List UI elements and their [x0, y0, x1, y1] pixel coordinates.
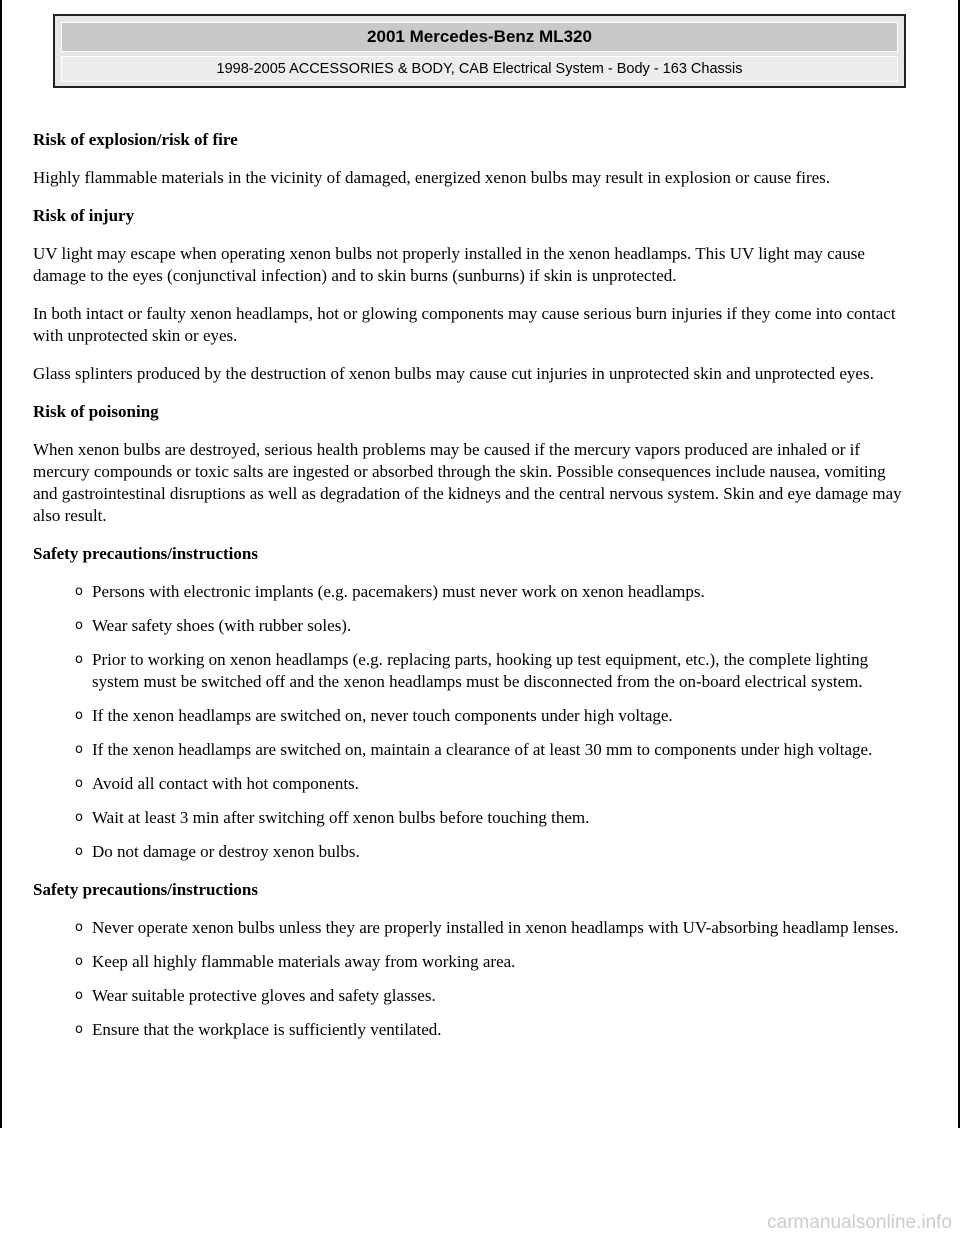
- document-body: [33, 129, 913, 1057]
- bullet-icon: o: [75, 1022, 83, 1037]
- list-item-text: If the xenon headlamps are switched on, maintain a clearance of at least 30 mm to components under high voltage.: [92, 740, 873, 759]
- bullet-icon: o: [75, 988, 83, 1003]
- paragraph: UV light may escape when operating xenon bulbs not properly installed in the xenon headlamps. This UV light may cause damage to the eyes (conjunctival infection) and to skin burns (sunburns) if skin is unprotected.: [33, 244, 865, 285]
- section-heading-poisoning: Risk of poisoning: [33, 402, 159, 421]
- list-item-text: Avoid all contact with hot components.: [92, 774, 359, 793]
- bullet-icon: o: [75, 776, 83, 791]
- page-left-border: [0, 0, 2, 1128]
- precautions-list: [33, 581, 913, 863]
- list-item: [75, 951, 913, 973]
- bullet-icon: o: [75, 920, 83, 935]
- list-item-text: Persons with electronic implants (e.g. pacemakers) must never work on xenon headlamps.: [92, 582, 705, 601]
- list-item-text: Ensure that the workplace is sufficiently ventilated.: [92, 1020, 442, 1039]
- section-heading-explosion: Risk of explosion/risk of fire: [33, 130, 238, 149]
- document-header: [53, 14, 906, 88]
- bullet-icon: o: [75, 618, 83, 633]
- list-item: [75, 739, 913, 761]
- paragraph: Highly flammable materials in the vicinity of damaged, energized xenon bulbs may result in explosion or cause fires.: [33, 168, 831, 187]
- list-item-text: Wear safety shoes (with rubber soles).: [92, 616, 352, 635]
- paragraph: In both intact or faulty xenon headlamps, hot or glowing components may cause serious burn injuries if they come into contact with unprotected skin or eyes.: [33, 304, 896, 345]
- list-item-text: If the xenon headlamps are switched on, never touch components under high voltage.: [92, 706, 673, 725]
- list-item: [75, 841, 913, 863]
- list-item: [75, 1019, 913, 1041]
- list-item: [75, 807, 913, 829]
- list-item: [75, 649, 913, 693]
- list-item: [75, 705, 913, 727]
- list-item: [75, 773, 913, 795]
- list-item-text: Keep all highly flammable materials away from working area.: [92, 952, 516, 971]
- bullet-icon: o: [75, 954, 83, 969]
- bullet-icon: o: [75, 844, 83, 859]
- list-item: [75, 615, 913, 637]
- bullet-icon: o: [75, 742, 83, 757]
- list-item-text: Prior to working on xenon headlamps (e.g. replacing parts, hooking up test equipment, etc.), the complete lighting system must be switched off and the xenon headlamps must be disconnected from the on-board electrical system.: [92, 650, 869, 691]
- section-heading-precautions: Safety precautions/instructions: [33, 880, 258, 899]
- list-item-text: Wait at least 3 min after switching off xenon bulbs before touching them.: [92, 808, 590, 827]
- watermark: carmanualsonline.info: [767, 1212, 952, 1233]
- list-item: [75, 581, 913, 603]
- paragraph: Glass splinters produced by the destruction of xenon bulbs may cause cut injuries in unprotected skin and unprotected eyes.: [33, 364, 874, 383]
- list-item-text: Do not damage or destroy xenon bulbs.: [92, 842, 360, 861]
- section-heading-injury: Risk of injury: [33, 206, 135, 225]
- bullet-icon: o: [75, 708, 83, 723]
- section-heading-precautions: Safety precautions/instructions: [33, 544, 258, 563]
- list-item: [75, 917, 913, 939]
- precautions-list: [33, 917, 913, 1041]
- list-item: [75, 985, 913, 1007]
- header-subtitle: 1998-2005 ACCESSORIES & BODY, CAB Electrical System - Body - 163 Chassis: [61, 56, 898, 82]
- bullet-icon: o: [75, 584, 83, 599]
- list-item-text: Never operate xenon bulbs unless they are properly installed in xenon headlamps with UV-absorbing headlamp lenses.: [92, 918, 899, 937]
- paragraph: When xenon bulbs are destroyed, serious health problems may be caused if the mercury vapors produced are inhaled or if mercury compounds or toxic salts are ingested or absorbed through the skin. Possible consequences include nausea, vomiting and gastrointestinal disruptions as well as degradation of the kidneys and the central nervous system. Skin and eye damage may also result.: [33, 440, 902, 525]
- list-item-text: Wear suitable protective gloves and safety glasses.: [92, 986, 436, 1005]
- header-title: 2001 Mercedes-Benz ML320: [61, 22, 898, 52]
- bullet-icon: o: [75, 810, 83, 825]
- bullet-icon: o: [75, 652, 83, 667]
